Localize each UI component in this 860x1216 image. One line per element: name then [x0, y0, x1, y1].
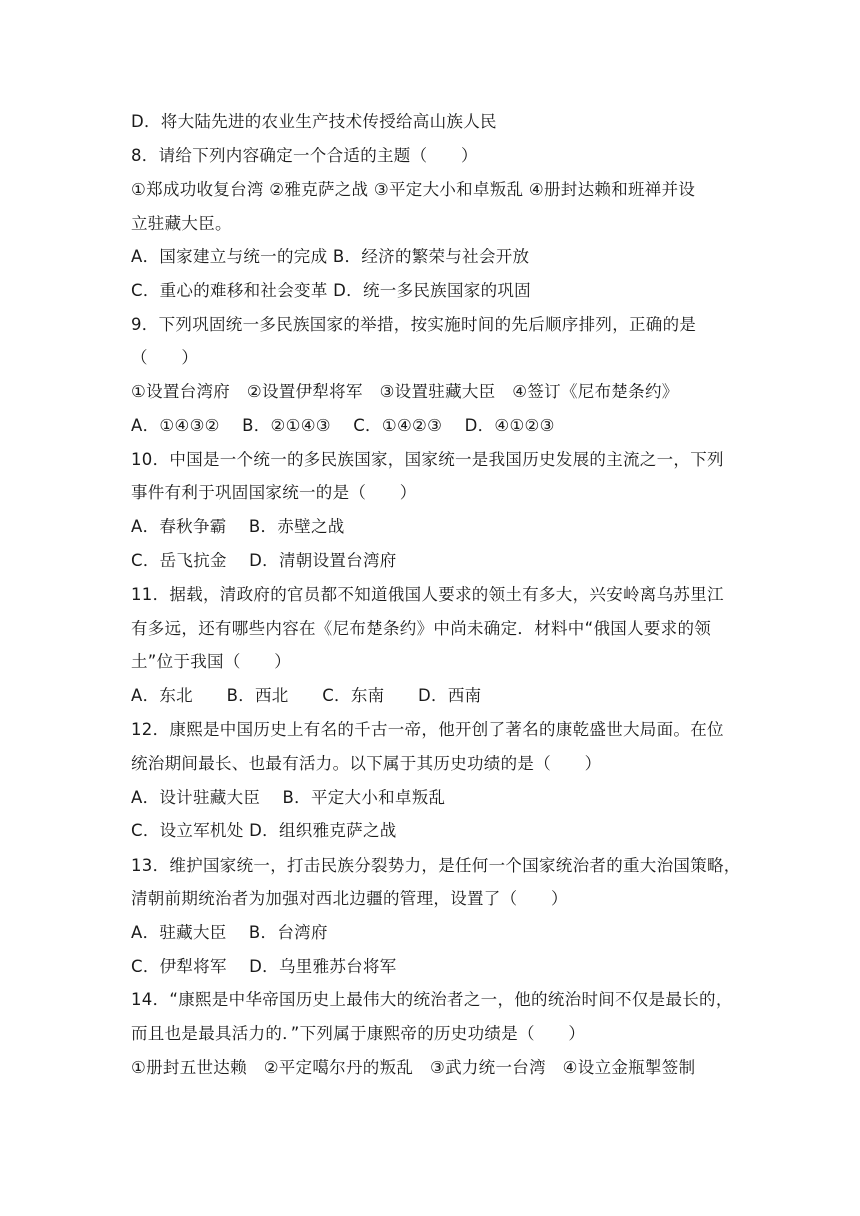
- question-13-options-ab: A．驻藏大臣 B．台湾府: [131, 923, 328, 942]
- question-11-stem-cont: 有多远，还有哪些内容在《尼布楚条约》中尚未确定．材料中“俄国人要求的领: [131, 619, 712, 638]
- question-7-option-d: D．将大陆先进的农业生产技术传授给高山族人民: [131, 112, 497, 131]
- question-9-stem-cont: （ ）: [131, 348, 199, 367]
- question-14-items: ①册封五世达赖 ②平定噶尔丹的叛乱 ③武力统一台湾 ④设立金瓶掣签制: [131, 1058, 696, 1077]
- question-11-options: A．东北 B．西北 C．东南 D．西南: [131, 686, 482, 705]
- question-8-items-cont: 立驻藏大臣。: [131, 214, 232, 233]
- question-8-stem: 8．请给下列内容确定一个合适的主题（ ）: [131, 146, 478, 165]
- question-8-items: ①郑成功收复台湾 ②雅克萨之战 ③平定大小和卓叛乱 ④册封达赖和班禅并设: [131, 180, 696, 199]
- question-11-stem-cont2: 土”位于我国（ ）: [131, 652, 292, 671]
- question-8-options-ab: A．国家建立与统一的完成 B．经济的繁荣与社会开放: [131, 247, 530, 266]
- question-14-stem-cont: 而且也是最具活力的．”下列属于康熙帝的历史功绩是（ ）: [131, 1024, 586, 1043]
- question-14-stem: 14．“康熙是中华帝国历史上最伟大的统治者之一，他的统治时间不仅是最长的，: [131, 990, 733, 1009]
- question-9-stem: 9．下列巩固统一多民族国家的举措，按实施时间的先后顺序排列，正确的是: [131, 315, 697, 334]
- question-11-stem: 11．据载，清政府的官员都不知道俄国人要求的领土有多大，兴安岭离乌苏里江: [131, 585, 724, 604]
- question-9-items: ①设置台湾府 ②设置伊犁将军 ③设置驻藏大臣 ④签订《尼布楚条约》: [131, 382, 679, 401]
- question-8-options-cd: C．重心的难移和社会变革 D．统一多民族国家的巩固: [131, 281, 531, 300]
- question-12-stem: 12．康熙是中国历史上有名的千古一帝，他开创了著名的康乾盛世大局面。在位: [131, 720, 724, 739]
- question-13-stem: 13．维护国家统一，打击民族分裂势力，是任何一个国家统治者的重大治国策略，: [131, 856, 741, 875]
- question-9-options: A．①④③② B．②①④③ C．①④②③ D．④①②③: [131, 416, 555, 435]
- question-12-options-cd: C．设立军机处 D．组织雅克萨之战: [131, 821, 397, 840]
- question-13-options-cd: C．伊犁将军 D．乌里雅苏台将军: [131, 957, 397, 976]
- question-10-stem-cont: 事件有利于巩固国家统一的是（ ）: [131, 483, 417, 502]
- question-13-stem-cont: 清朝前期统治者为加强对西北边疆的管理，设置了（ ）: [131, 889, 568, 908]
- question-10-options-cd: C．岳飞抗金 D．清朝设置台湾府: [131, 551, 397, 570]
- question-10-options-ab: A．春秋争霸 B．赤壁之战: [131, 517, 345, 536]
- question-12-stem-cont: 统治期间最长、也最有活力。以下属于其历史功绩的是（ ）: [131, 754, 602, 773]
- question-12-options-ab: A．设计驻藏大臣 B．平定大小和卓叛乱: [131, 788, 446, 807]
- question-10-stem: 10．中国是一个统一的多民族国家，国家统一是我国历史发展的主流之一，下列: [131, 450, 724, 469]
